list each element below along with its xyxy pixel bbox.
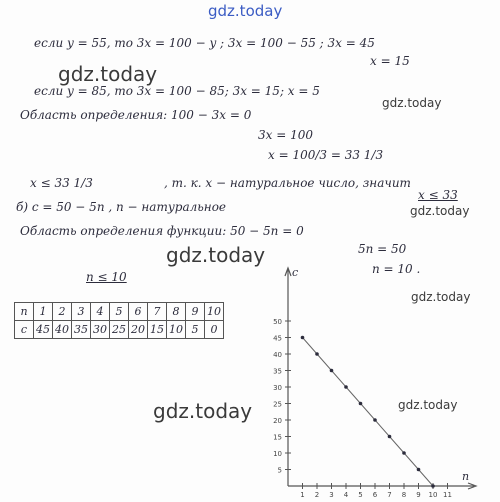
y-tick-label: 25 — [273, 400, 282, 409]
x-tick-label: 6 — [372, 491, 378, 498]
solution-line: x = 100/3 = 33 1/3 — [268, 148, 384, 162]
data-point — [301, 336, 305, 340]
table-cell: 10 — [205, 303, 224, 321]
y-tick-label: 50 — [273, 318, 282, 326]
table-cell: 6 — [129, 303, 148, 321]
solution-line: n = 10 . — [372, 262, 421, 276]
watermark-small: gdz.today — [410, 204, 470, 218]
part-b-line: б) c = 50 − 5n , n − натуральное — [16, 200, 227, 214]
y-tick-label: 45 — [273, 334, 282, 343]
table-cell: 1 — [34, 303, 53, 321]
solution-result: x ≤ 33 — [418, 188, 458, 202]
table-cell: 20 — [129, 321, 148, 339]
x-tick-label: 11 — [443, 491, 452, 498]
data-point — [359, 402, 363, 406]
watermark-small: gdz.today — [382, 96, 442, 110]
data-point — [417, 468, 421, 472]
data-point — [388, 435, 392, 439]
table-cell: 30 — [91, 321, 110, 339]
table-row — [15, 303, 224, 321]
table-cell: 4 — [91, 303, 110, 321]
x-tick-label: 1 — [300, 491, 305, 498]
table-cell: 2 — [53, 303, 72, 321]
table-header-cell: c — [15, 321, 34, 339]
y-tick-label: 15 — [273, 433, 282, 442]
data-point — [315, 352, 319, 356]
table-cell: 7 — [148, 303, 167, 321]
data-point — [344, 385, 348, 389]
table-cell: 25 — [110, 321, 129, 339]
x-tick-label: 9 — [416, 491, 421, 498]
solution-result: n ≤ 10 — [86, 270, 127, 284]
table-cell: 5 — [110, 303, 129, 321]
table-cell: 3 — [72, 303, 91, 321]
watermark-large: gdz.today — [58, 62, 158, 86]
watermark-large: gdz.today — [166, 243, 266, 267]
domain-heading: Область определения: 100 − 3x = 0 — [20, 108, 252, 122]
solution-line: если y = 55, то 3x = 100 − y ; 3x = 100 − 55 ; 3x = 45 — [34, 36, 375, 50]
y-tick-label: 40 — [273, 351, 282, 359]
function-line — [303, 338, 434, 487]
graph — [262, 262, 482, 498]
watermark-small: gdz.today — [398, 398, 458, 412]
x-tick-label: 10 — [428, 491, 438, 498]
x-tick-label: 3 — [329, 491, 334, 498]
solution-line: , т. к. x − натуральное число, значит — [164, 176, 411, 190]
watermark-small: gdz.today — [411, 290, 471, 304]
x-tick-label: 7 — [387, 491, 392, 498]
domain-heading: Область определения функции: 50 − 5n = 0 — [20, 224, 304, 238]
x-tick-label: 8 — [401, 491, 407, 498]
y-tick-label: 20 — [273, 417, 282, 425]
watermark-top: gdz.today — [208, 2, 283, 20]
values-table — [14, 302, 224, 339]
table-cell: 45 — [34, 321, 53, 339]
solution-line: 3x = 100 — [258, 128, 313, 142]
data-point — [330, 369, 334, 373]
x-tick-label: 4 — [343, 491, 349, 498]
table-cell: 40 — [53, 321, 72, 339]
y-tick-label: 35 — [273, 367, 282, 376]
y-tick-label: 10 — [273, 450, 282, 458]
x-tick-label: 2 — [314, 491, 320, 498]
data-point — [431, 484, 435, 488]
table-cell: 9 — [186, 303, 205, 321]
solution-line: x ≤ 33 1/3 — [30, 176, 93, 190]
table-cell: 15 — [148, 321, 167, 339]
solution-line: 5n = 50 — [358, 242, 407, 256]
solution-line: x = 15 — [370, 54, 410, 68]
y-axis-label: c — [292, 266, 299, 279]
data-point — [402, 451, 406, 455]
x-axis-label: n — [462, 470, 470, 483]
data-point — [373, 418, 377, 422]
solution-line: если y = 85, то 3x = 100 − 85; 3x = 15; x = 5 — [34, 84, 320, 98]
table-cell: 0 — [205, 321, 224, 339]
table-header-cell: n — [15, 303, 34, 321]
table-cell: 8 — [167, 303, 186, 321]
y-tick-label: 5 — [277, 466, 282, 475]
table-cell: 35 — [72, 321, 91, 339]
table-cell: 10 — [167, 321, 186, 339]
x-tick-label: 5 — [358, 491, 363, 498]
table-row — [15, 321, 224, 339]
table-cell: 5 — [186, 321, 205, 339]
watermark-large: gdz.today — [153, 399, 253, 423]
y-tick-label: 30 — [273, 384, 282, 392]
